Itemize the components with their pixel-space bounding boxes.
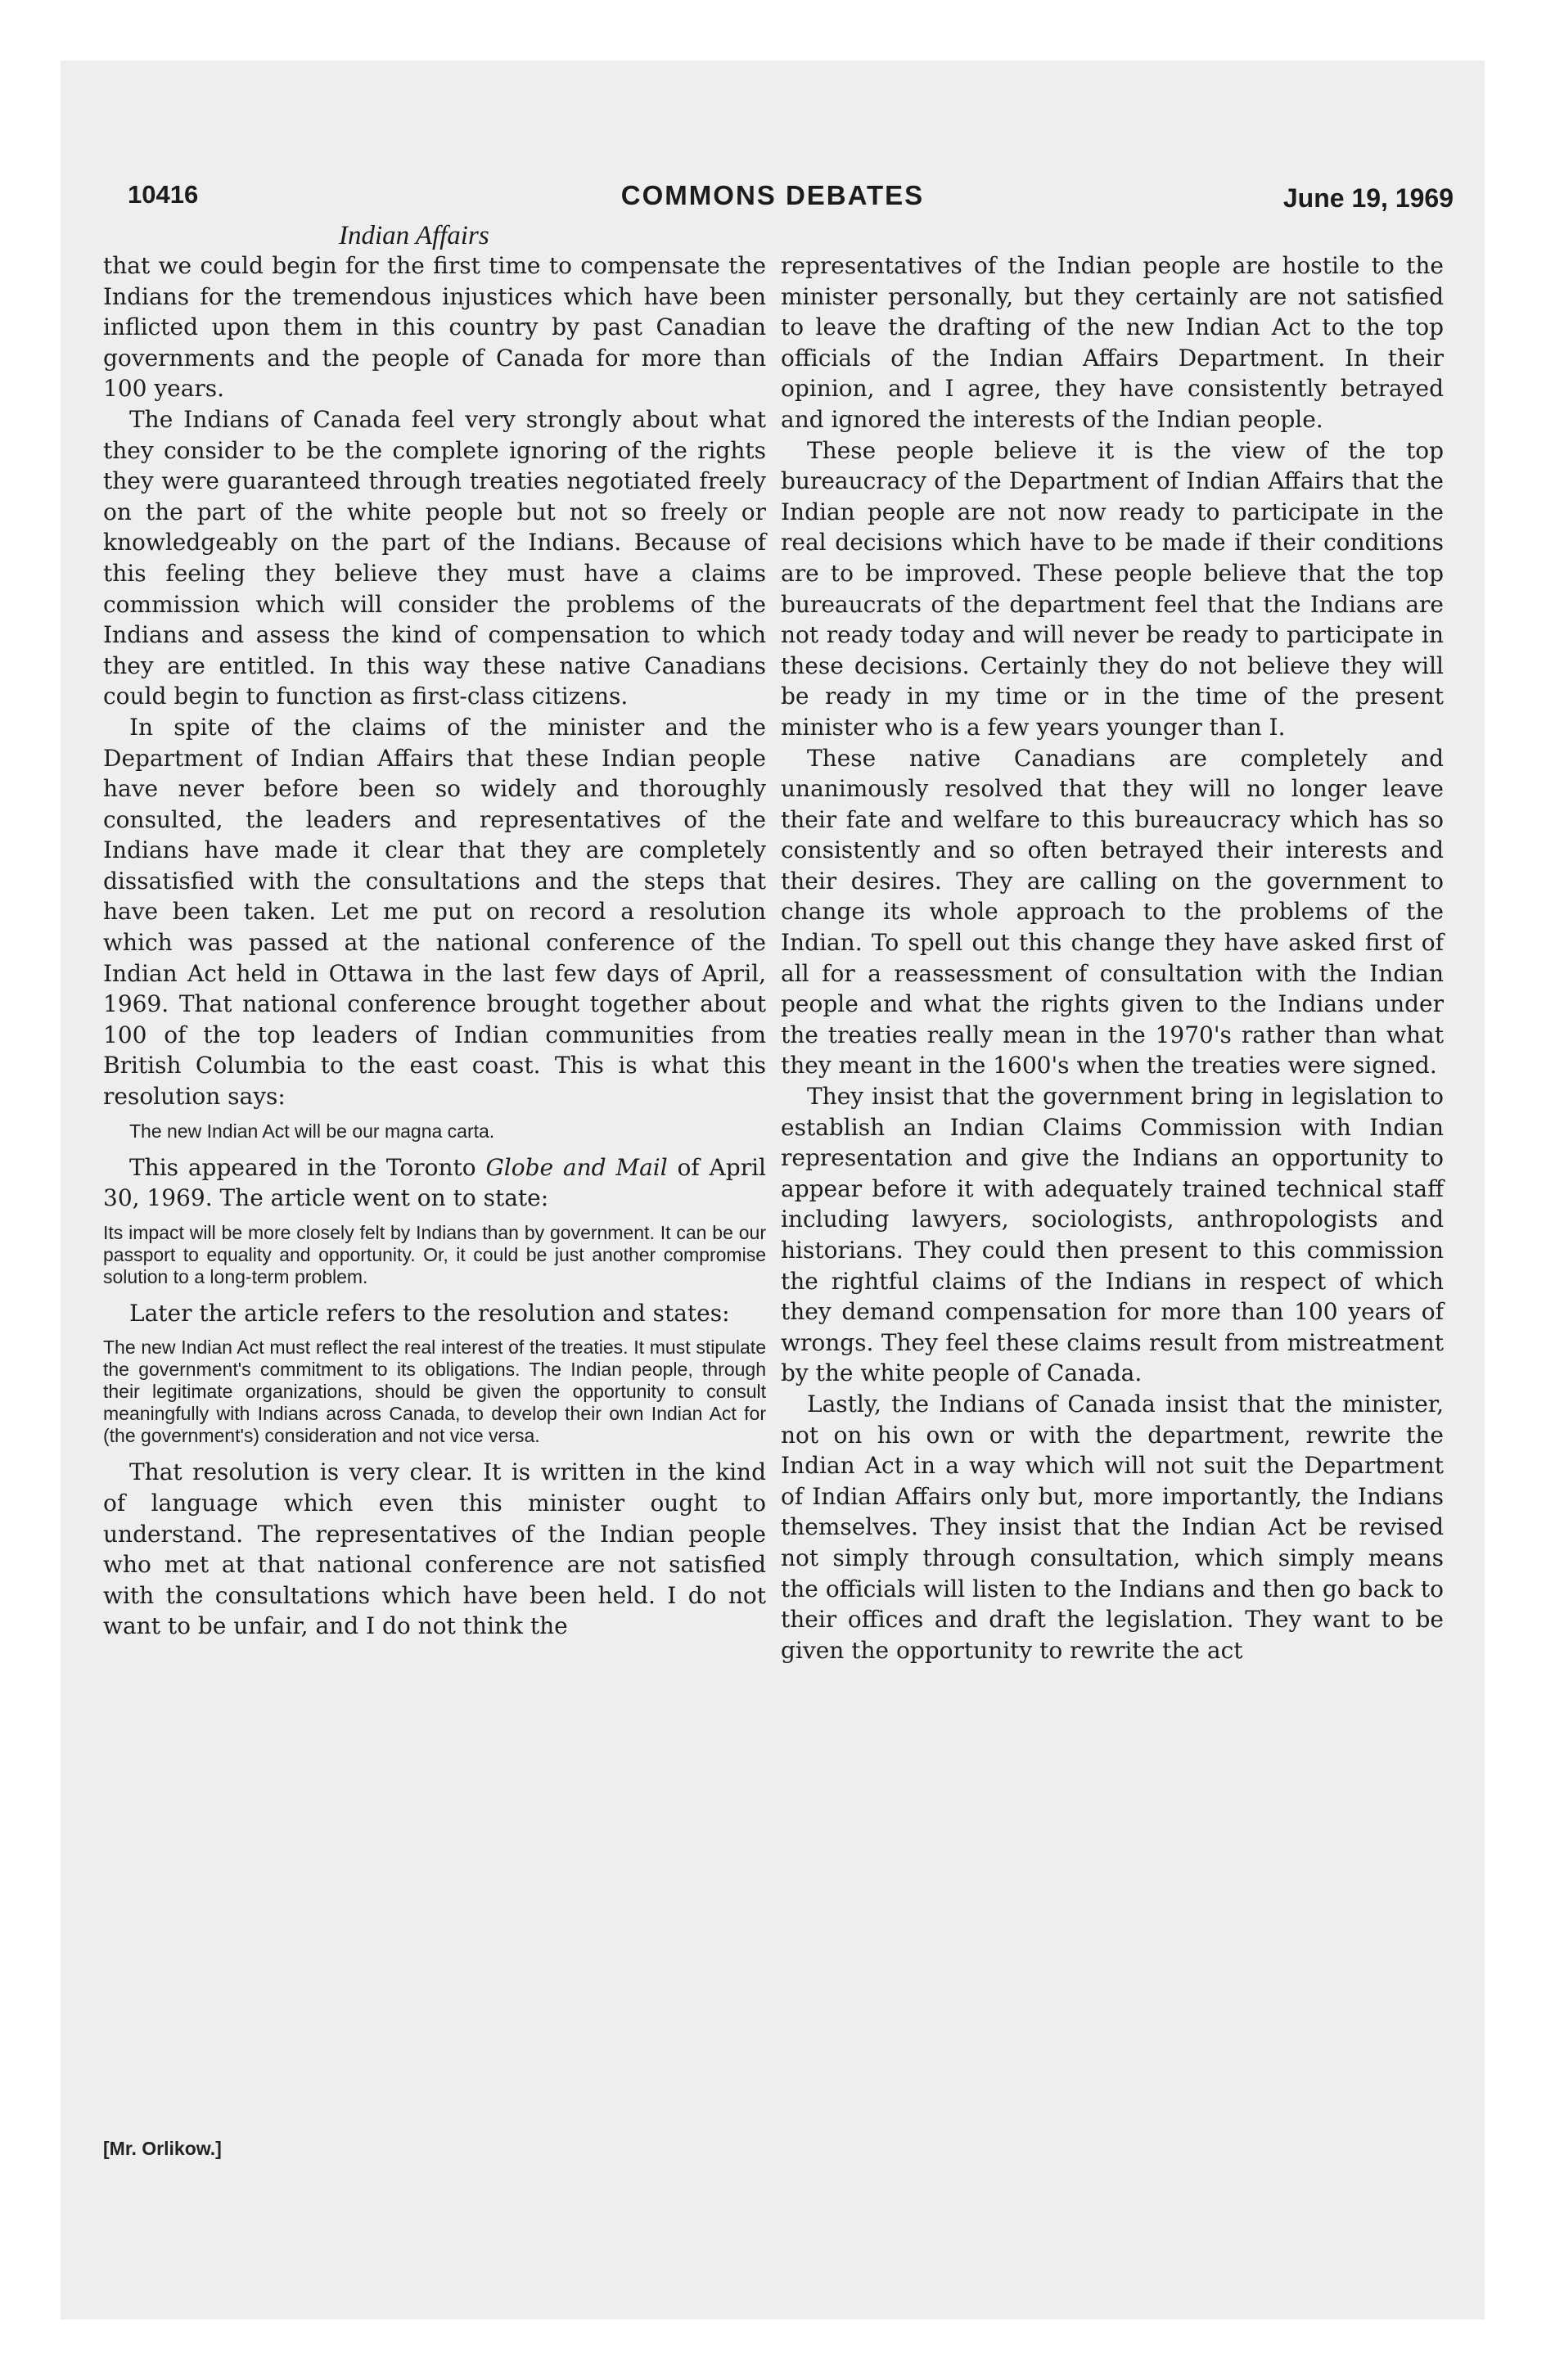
page-header [61, 180, 1485, 221]
left-column [103, 250, 766, 1642]
paragraph: that we could begin for the first time to compensate the Indians for the tremendous injustices which have been inflicted upon them in this country by past Canadian governments and the people of Canada for more than 100 years. [103, 252, 766, 403]
paragraph: These people believe it is the view of the top bureaucracy of the Department of Indian Affairs that the Indian people are not now ready to participate in the real decisions which have to be made if their conditions are to be improved. These people believe that the top bureaucrats of the department feel that the Indians are not ready today and will never be ready to participate in these decisions. Certainly they do not believe they will be ready in my time or in the time of the present minister who is a few years younger than I. [781, 436, 1444, 741]
paragraph-text: This appeared in the Toronto [129, 1153, 486, 1181]
paragraph: Later the article refers to the resolution and states: [129, 1299, 730, 1327]
block-quote: Its impact will be more closely felt by Indians than by government. It can be our passport to equality and opportunity. Or, it could be just another compromise solution to a long-term problem. [103, 1221, 766, 1287]
paragraph: In spite of the claims of the minister and the Department of Indian Affairs that these Indian people have never before been so widely and thoroughly consulted, the leaders and representatives of the Indians have made it clear that they are completely dissatisfied with the consultations and the steps that have been taken. Let me put on record a resolution which was passed at the national conference of the Indian Act held in Ottawa in the last few days of April, 1969. That national conference brought together about 100 of the top leaders of Indian communities from British Columbia to the east coast. This is what this resolution says: [103, 713, 766, 1111]
paragraph: That resolution is very clear. It is written in the kind of language which even this minister ought to understand. The representatives of the Indian people who met at that national conference are not satisfied with the consultations which have been held. I do not want to be unfair, and I do not think the [103, 1458, 766, 1640]
paragraph: The Indians of Canada feel very strongly about what they consider to be the complete ignoring of the rights they were guaranteed through treaties negotiated freely on the part of the white people but not so freely or knowledgeably on the part of the Indians. Because of this feeling they believe they must have a claims commission which will consider the problems of the Indians and assess the kind of compensation to which they are entitled. In this way these native Canadians could begin to function as first-class citizens. [103, 405, 766, 710]
right-column [781, 250, 1444, 1666]
page-number: 10416 [128, 180, 199, 209]
paragraph: They insist that the government bring in legislation to establish an Indian Claims Commission with Indian representation and give the Indians an opportunity to appear before it with adequately trained technical staff including lawyers, sociologists, anthropologists and historians. They could then present to this commission the rightful claims of the Indians in respect of which they demand compensation for more than 100 years of wrongs. They feel these claims result from mistreatment by the white people of Canada. [781, 1083, 1444, 1387]
publication-date: June 19, 1969 [1282, 183, 1454, 213]
publication-title: COMMONS DEBATES [620, 180, 925, 210]
paragraph: These native Canadians are completely and unanimously resolved that they will no longer leave their fate and welfare to this bureaucracy which has so consistently and so often betrayed their interests and their desires. They are calling on the government to change its whole approach to the problems of the Indian. To spell out this change they have asked first of all for a reassessment of consultation with the Indian people and what the rights given to the Indians under the treaties really mean in the 1970's rather than what they meant in the 1600's when the treaties were signed. [781, 744, 1444, 1080]
block-quote: The new Indian Act will be our magna carta. [129, 1120, 495, 1142]
paragraph: Lastly, the Indians of Canada insist that the minister, not on his own or with the department, rewrite the Indian Act in a way which will not suit the Department of Indian Affairs only but, more importantly, the Indians themselves. They insist that the Indian Act be revised not simply through consultation, which simply means the officials will listen to the Indians and then go back to their offices and draft the legislation. They want to be given the opportunity to rewrite the act [781, 1390, 1444, 1664]
block-quote: The new Indian Act must reflect the real interest of the treaties. It must stipulate the government's commitment to its obligations. The Indian people, through their legitimate organizations, should be given the opportunity to consult meaningfully with Indians across Canada, to develop their own Indian Act for (the government's) consideration and not vice versa. [103, 1336, 766, 1447]
newspaper-title: Globe and Mail [485, 1153, 668, 1181]
paragraph [103, 1152, 766, 1214]
paragraph: representatives of the Indian people are hostile to the minister personally, but they certainly are not satisfied to leave the drafting of the new Indian Act to the top officials of the Indian Affairs Department. In their opinion, and I agree, they have consistently betrayed and ignored the interests of the Indian people. [781, 252, 1444, 433]
speaker-attribution: [Mr. Orlikow.] [103, 2138, 222, 2159]
paragraph-text: of April 30, 1969. The article went on to state: [103, 1153, 766, 1212]
subject-heading: Indian Affairs [339, 221, 489, 250]
page-sheet [61, 61, 1485, 2319]
